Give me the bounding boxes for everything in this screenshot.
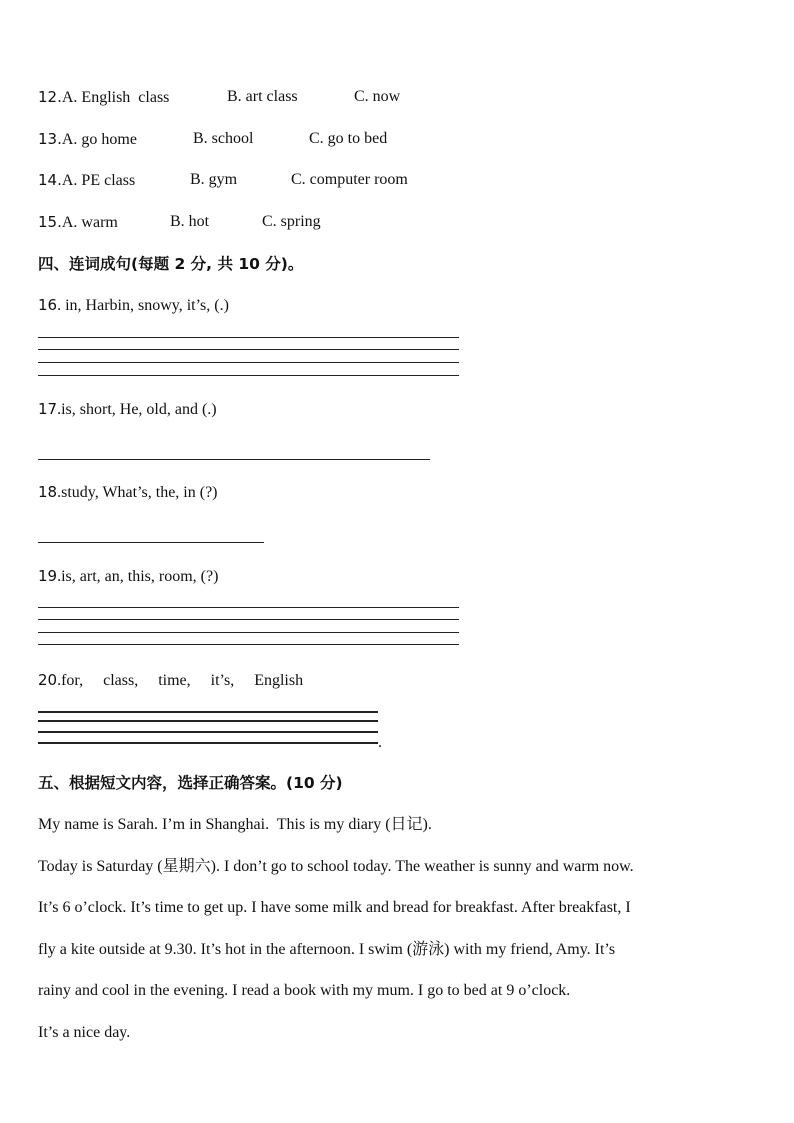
question-number: 17 <box>38 400 58 418</box>
option-a: A. English class <box>61 89 170 106</box>
answer-line[interactable] <box>38 632 459 633</box>
passage-line: rainy and cool in the evening. I read a book with my mum. I go to bed at 9 o’clock. <box>38 982 571 999</box>
question-number: 14. <box>38 171 62 189</box>
answer-line[interactable] <box>38 742 378 744</box>
question-text: .is, art, an, this, room, (?) <box>57 568 219 585</box>
answer-line[interactable] <box>38 644 459 645</box>
question-19 <box>38 566 218 587</box>
question-number: 18 <box>38 483 58 501</box>
answer-line[interactable] <box>38 337 459 338</box>
question-number: 12. <box>38 88 62 106</box>
answer-line[interactable] <box>38 375 459 376</box>
option-a: A. warm <box>61 214 118 231</box>
section-4-heading: 四、连词成句(每题 2 分, 共 10 分)。 <box>38 255 304 273</box>
question-number: 15. <box>38 213 62 231</box>
answer-line[interactable] <box>38 731 378 733</box>
answer-line[interactable] <box>38 542 264 543</box>
question-number: 20 <box>38 671 58 689</box>
option-c: C. now <box>354 88 401 105</box>
question-text: .study, What’s, the, in (?) <box>57 484 218 501</box>
option-a: A. go home <box>61 131 137 148</box>
option-c: C. computer room <box>291 171 408 188</box>
option-a: A. PE class <box>61 172 136 189</box>
end-period: . <box>378 734 382 751</box>
passage-line: It’s 6 o’clock. It’s time to get up. I have some milk and bread for breakfast. After breakfast, I <box>38 899 631 916</box>
question-number: 16 <box>38 296 58 314</box>
question-17 <box>38 399 217 420</box>
question-text: . in, Harbin, snowy, it’s, (.) <box>57 297 229 314</box>
answer-line[interactable] <box>38 619 459 620</box>
question-16 <box>38 295 229 316</box>
option-b: B. gym <box>190 171 238 188</box>
option-c: C. go to bed <box>309 130 388 147</box>
answer-line[interactable] <box>38 607 459 608</box>
question-18 <box>38 482 218 503</box>
question-20 <box>38 670 303 691</box>
passage-line: It’s a nice day. <box>38 1024 131 1041</box>
option-b: B. school <box>193 130 254 147</box>
option-b: B. hot <box>170 213 210 230</box>
option-b: B. art class <box>227 88 298 105</box>
passage-line: fly a kite outside at 9.30. It’s hot in the afternoon. I swim (游泳) with my friend, Amy. It’s <box>38 941 616 958</box>
question-number: 13. <box>38 130 62 148</box>
passage-line: Today is Saturday (星期六). I don’t go to school today. The weather is sunny and warm now. <box>38 858 634 875</box>
answer-line[interactable] <box>38 459 430 460</box>
answer-line[interactable] <box>38 720 378 722</box>
passage-line: My name is Sarah. I’m in Shanghai. This is my diary (日记). <box>38 816 432 833</box>
answer-line[interactable] <box>38 349 459 350</box>
section-5-heading: 五、根据短文内容，选择正确答案。(10 分) <box>38 774 343 792</box>
question-text: .is, short, He, old, and (.) <box>57 401 217 418</box>
question-text: .for, class, time, it’s, English <box>57 672 304 689</box>
option-c: C. spring <box>262 213 321 230</box>
answer-line[interactable] <box>38 362 459 363</box>
answer-line[interactable] <box>38 711 378 713</box>
question-number: 19 <box>38 567 58 585</box>
